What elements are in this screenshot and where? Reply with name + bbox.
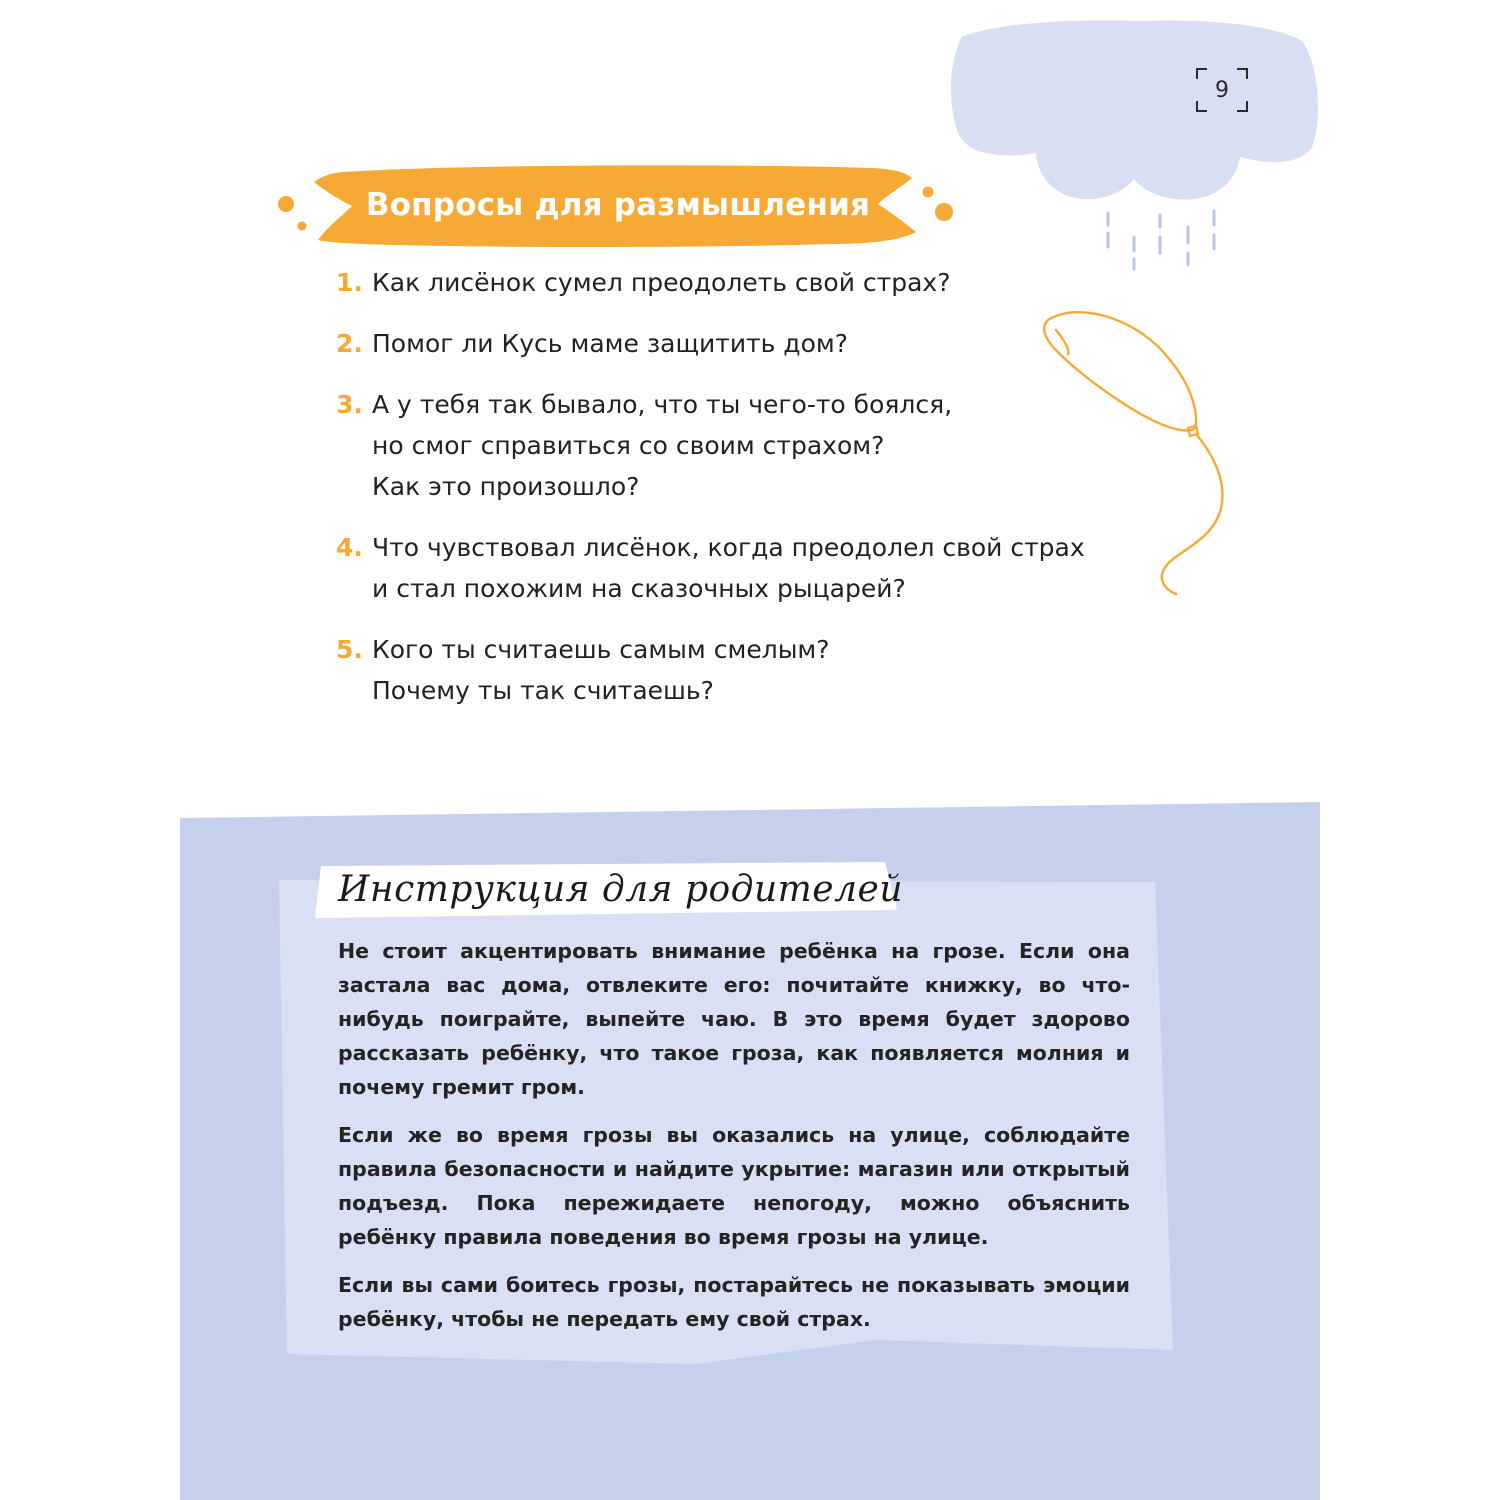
- question-text: А у тебя так бывало, что ты чего-то боялся,: [372, 390, 953, 419]
- questions-list: [336, 262, 1136, 711]
- cloud-icon: [940, 15, 1340, 285]
- questions-title: Вопросы для размышления: [365, 187, 871, 223]
- instruction-paragraph: Если вы сами боитесь грозы, постарайтесь не показывать эмоции ребёнку, чтобы не передать ему свой страх.: [338, 1273, 1130, 1331]
- question-text: Что чувствовал лисёнок, когда преодолел свой страх: [372, 533, 1085, 562]
- question-text: Кого ты считаешь самым смелым?: [372, 635, 830, 664]
- page-number-frame-icon: [1196, 68, 1248, 112]
- list-item: [336, 323, 1136, 364]
- question-number: 5.: [336, 635, 363, 664]
- question-number: 3.: [336, 390, 363, 419]
- question-text: Как лисёнок сумел преодолеть свой страх?: [372, 268, 951, 297]
- list-item: [336, 384, 1136, 507]
- question-number: 1.: [336, 268, 363, 297]
- question-text: Как это произошло?: [372, 472, 640, 501]
- list-item: [336, 527, 1136, 609]
- question-number: 2.: [336, 329, 363, 358]
- list-item: [336, 629, 1136, 711]
- list-item: [336, 262, 1136, 303]
- instruction-paragraph: Не стоит акцентировать внимание ребёнка на грозе. Если она застала вас дома, отвлеките его: почитайте книжку, во что-нибудь поиграйте, выпейте чаю. В это время будет здорово рассказать ребёнку, что такое гроза, как появляется молния и почему гремит гром.: [338, 939, 1130, 1099]
- parents-title: Инструкция для родителей: [338, 869, 904, 910]
- instruction-paragraph: Если же во время грозы вы оказались на улице, соблюдайте правила безопасности и найдите укрытие: магазин или открытый подъезд. Пока пережидаете непогоду, можно объяснить ребёнку правила поведения во время грозы на улице.: [338, 1123, 1130, 1249]
- question-number: 4.: [336, 533, 363, 562]
- question-text: Почему ты так считаешь?: [372, 676, 714, 705]
- parents-instructions: [338, 934, 1130, 1350]
- page-number: 9: [1215, 77, 1229, 103]
- question-text: но смог справиться со своим страхом?: [372, 431, 885, 460]
- rain-drops-icon: [1108, 211, 1214, 269]
- question-text: и стал похожим на сказочных рыцарей?: [372, 574, 906, 603]
- question-text: Помог ли Кусь маме защитить дом?: [372, 329, 849, 358]
